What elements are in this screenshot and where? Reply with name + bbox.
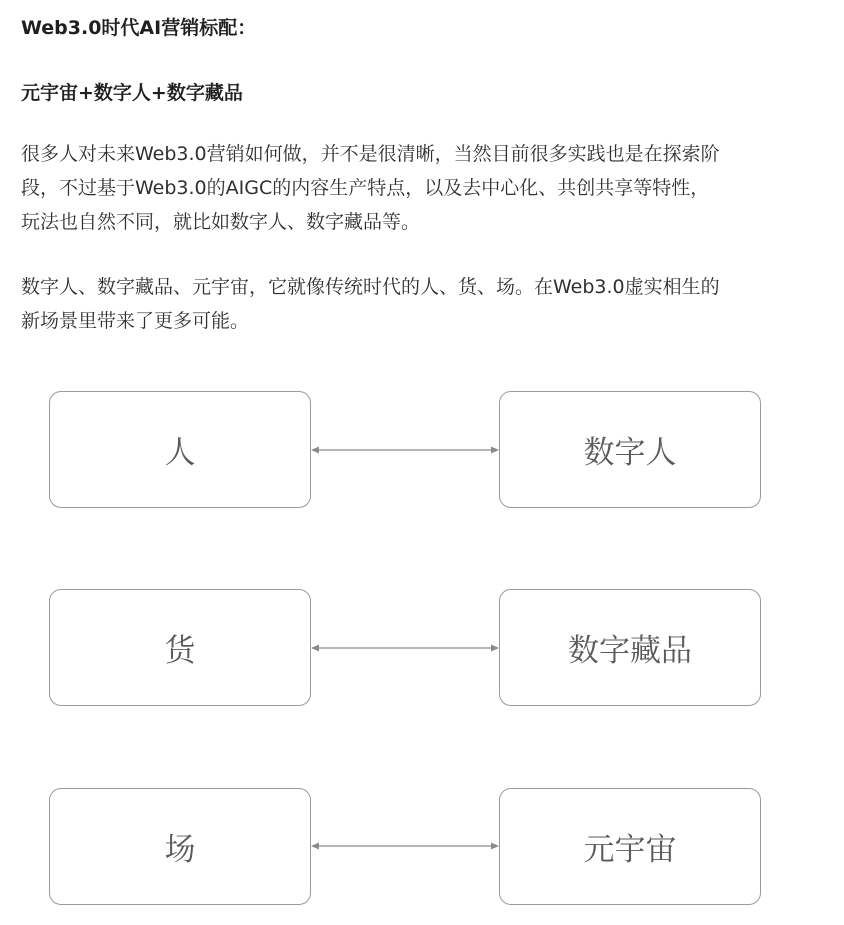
paragraph-line: 玩法也自然不同，就比如数字人、数字藏品等。: [21, 211, 421, 233]
paragraph-line: 很多人对未来Web3.0营销如何做，并不是很清晰，当然目前很多实践也是在探索阶: [21, 143, 720, 165]
diagram-node-goods: 货: [49, 589, 311, 706]
article-subheading: 元宇宙+数字人+数字藏品: [21, 82, 243, 104]
diagram-node-digital-human: 数字人: [499, 391, 761, 508]
double-arrow-icon: [311, 839, 499, 853]
double-arrow-icon: [311, 443, 499, 457]
article-heading: Web3.0时代AI营销标配：: [21, 17, 257, 39]
diagram-node-metaverse: 元宇宙: [499, 788, 761, 905]
paragraph-line: 段，不过基于Web3.0的AIGC的内容生产特点，以及去中心化、共创共享等特性，: [21, 177, 710, 199]
diagram-node-venue: 场: [49, 788, 311, 905]
paragraph-line: 数字人、数字藏品、元宇宙，它就像传统时代的人、货、场。在Web3.0虚实相生的: [21, 276, 720, 298]
double-arrow-icon: [311, 641, 499, 655]
diagram-node-digital-collectible: 数字藏品: [499, 589, 761, 706]
paragraph-line: 新场景里带来了更多可能。: [21, 310, 250, 332]
diagram-node-person: 人: [49, 391, 311, 508]
